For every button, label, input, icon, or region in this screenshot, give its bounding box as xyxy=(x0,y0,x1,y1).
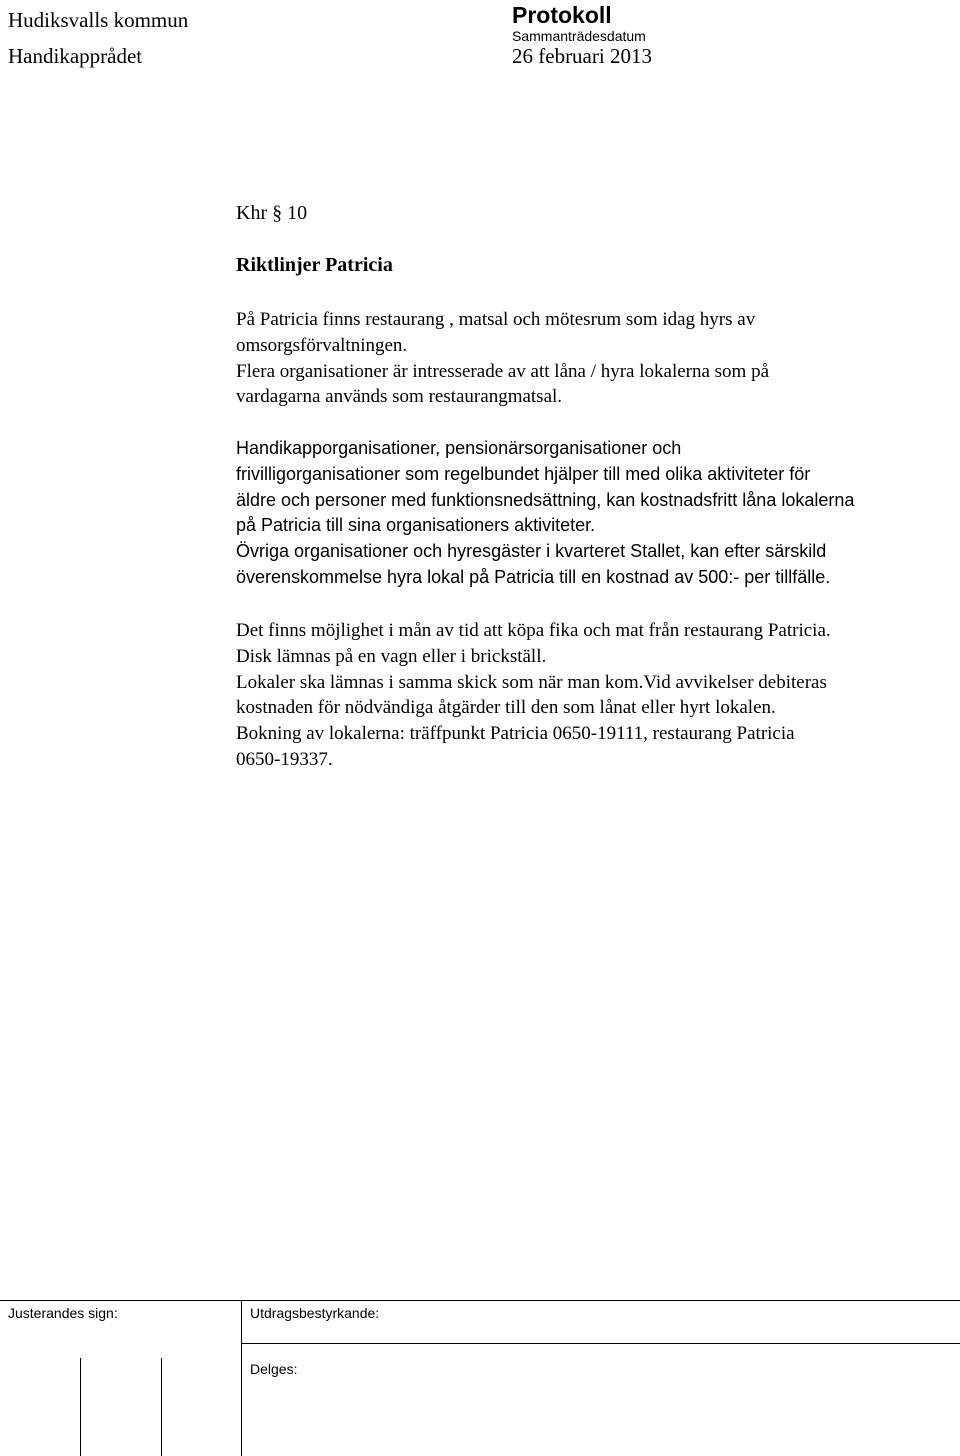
section-title: Riktlinjer Patricia xyxy=(236,254,393,276)
paragraph-3 xyxy=(236,618,956,773)
utdragsbestyrkande-label: Utdragsbestyrkande: xyxy=(250,1305,380,1321)
paragraph-line: Disk lämnas på en vagn eller i brickställ. xyxy=(236,645,547,667)
paragraph-line: kostnaden för nödvändiga åtgärder till den som lånat eller hyrt lokalen. xyxy=(236,697,776,719)
paragraph-line: Det finns möjlighet i mån av tid att köpa fika och mat från restaurang Patricia. xyxy=(236,620,831,641)
paragraph-line: på Patricia till sina organisationers aktiviteter. xyxy=(236,515,596,536)
section-number: Khr § 10 xyxy=(236,202,308,224)
paragraph-line: Handikapporganisationer, pensionärsorganisationer och xyxy=(236,438,682,458)
paragraph-line: Flera organisationer är intresserade av att låna / hyra lokalerna som på xyxy=(236,360,770,382)
signature-box-divider xyxy=(80,1358,81,1456)
municipality-name: Hudiksvalls kommun xyxy=(8,8,189,32)
document-type: Protokoll xyxy=(512,2,612,28)
meeting-date: 26 februari 2013 xyxy=(512,44,652,68)
committee-name: Handikapprådet xyxy=(8,44,143,68)
paragraph-line: 0650-19337. xyxy=(236,748,333,770)
paragraph-1 xyxy=(236,307,956,410)
footer-mid-rule xyxy=(241,1343,960,1344)
paragraph-line: Bokning av lokalerna: träffpunkt Patricia 0650-19111, restaurang Patricia xyxy=(236,723,795,745)
justerandes-sign-label: Justerandes sign: xyxy=(8,1305,118,1321)
paragraph-line: äldre och personer med funktionsnedsättning, kan kostnadsfritt låna lokalerna xyxy=(236,489,855,510)
paragraph-line: På Patricia finns restaurang , matsal och mötesrum som idag hyrs av xyxy=(236,309,756,330)
paragraph-2 xyxy=(236,436,956,591)
meeting-date-label: Sammanträdesdatum xyxy=(512,28,646,44)
paragraph-line: vardagarna används som restaurangmatsal. xyxy=(236,386,563,408)
footer-divider xyxy=(241,1300,242,1456)
paragraph-line: Övriga organisationer och hyresgäster i kvarteret Stallet, kan efter särskild xyxy=(236,541,827,562)
delges-label: Delges: xyxy=(250,1361,298,1377)
paragraph-line: överenskommelse hyra lokal på Patricia till en kostnad av 500:- per tillfälle. xyxy=(236,566,831,587)
paragraph-line: omsorgsförvaltningen. xyxy=(236,334,408,356)
signature-box-divider xyxy=(161,1358,162,1456)
paragraph-line: frivilligorganisationer som regelbundet hjälper till med olika aktiviteter för xyxy=(236,463,811,484)
paragraph-line: Lokaler ska lämnas i samma skick som när man kom.Vid avvikelser debiteras xyxy=(236,671,827,693)
footer-top-rule xyxy=(0,1300,960,1301)
